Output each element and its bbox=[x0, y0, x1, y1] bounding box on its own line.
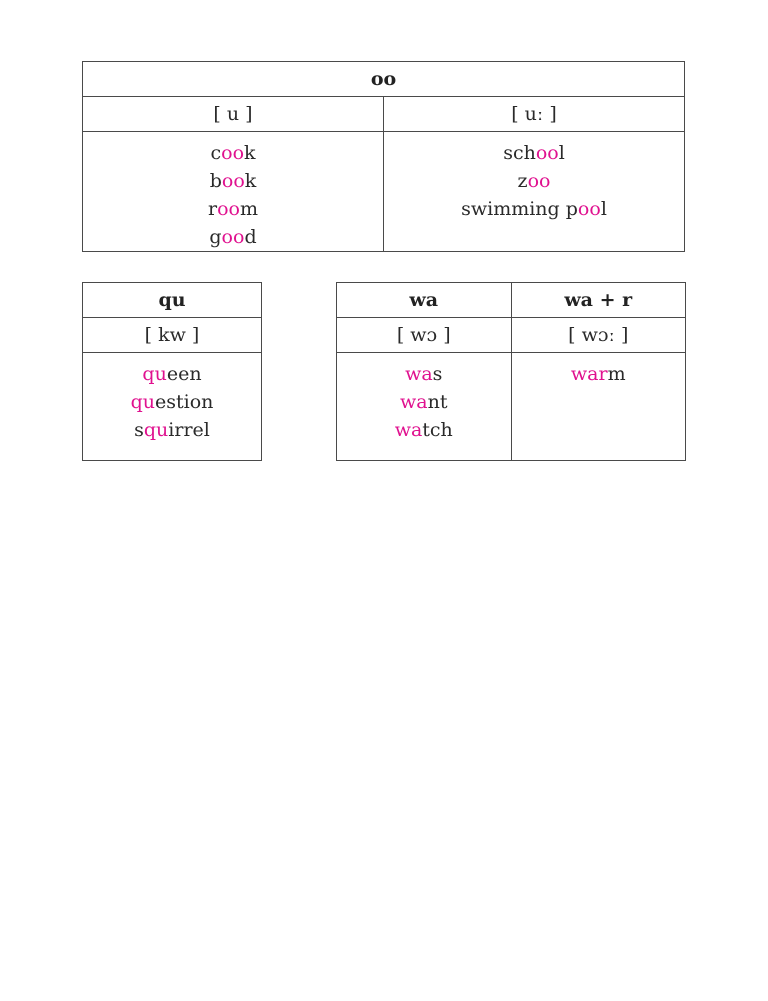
plain-letters: r bbox=[207, 198, 218, 220]
word bbox=[384, 139, 684, 167]
highlighted-letters: qu bbox=[143, 419, 169, 441]
plain-letters: m bbox=[607, 363, 626, 385]
qu-table bbox=[82, 282, 262, 461]
oo-short-ipa: [ u ] bbox=[83, 97, 384, 132]
plain-letters: l bbox=[558, 142, 565, 164]
word bbox=[512, 360, 686, 388]
plain-letters: l bbox=[600, 198, 607, 220]
highlighted-letters: wa bbox=[394, 419, 423, 441]
plain-letters: een bbox=[166, 363, 202, 385]
plain-letters: z bbox=[517, 170, 528, 192]
word bbox=[337, 360, 511, 388]
word bbox=[384, 195, 684, 223]
highlighted-letters: wa bbox=[405, 363, 433, 385]
wa-title: wa bbox=[337, 283, 512, 318]
word bbox=[83, 223, 383, 251]
plain-letters: d bbox=[244, 226, 257, 248]
war-word-list bbox=[511, 353, 686, 461]
plain-letters: sch bbox=[503, 142, 536, 164]
word bbox=[337, 388, 511, 416]
oo-long-ipa: [ uː ] bbox=[384, 97, 685, 132]
highlighted-letters: qu bbox=[142, 363, 167, 385]
war-ipa: [ wɔː ] bbox=[511, 318, 686, 353]
wa-ipa: [ wɔ ] bbox=[337, 318, 512, 353]
word bbox=[83, 416, 261, 444]
word bbox=[337, 416, 511, 444]
oo-short-word-list bbox=[83, 132, 384, 252]
word bbox=[83, 195, 383, 223]
plain-letters: b bbox=[209, 170, 222, 192]
plain-letters: k bbox=[244, 170, 257, 192]
plain-letters: tch bbox=[422, 419, 453, 441]
highlighted-letters: qu bbox=[130, 391, 155, 413]
highlighted-letters: oo bbox=[577, 198, 601, 220]
qu-ipa: [ kw ] bbox=[83, 318, 262, 353]
highlighted-letters: oo bbox=[221, 142, 245, 164]
highlighted-letters: oo bbox=[527, 170, 551, 192]
plain-letters: nt bbox=[427, 391, 448, 413]
word bbox=[83, 139, 383, 167]
highlighted-letters: oo bbox=[535, 142, 559, 164]
plain-letters: irrel bbox=[168, 419, 210, 441]
wa-table bbox=[336, 282, 686, 461]
oo-long-word-list bbox=[384, 132, 685, 252]
plain-letters: c bbox=[210, 142, 222, 164]
plain-letters: g bbox=[209, 226, 222, 248]
qu-title: qu bbox=[83, 283, 262, 318]
word bbox=[83, 360, 261, 388]
plain-letters: k bbox=[244, 142, 256, 164]
plain-letters: estion bbox=[155, 391, 214, 413]
highlighted-letters: wa bbox=[400, 391, 428, 413]
highlighted-letters: oo bbox=[221, 170, 245, 192]
plain-letters: s bbox=[134, 419, 144, 441]
word bbox=[384, 167, 684, 195]
plain-letters: swimming p bbox=[461, 198, 578, 220]
plain-letters: s bbox=[432, 363, 443, 385]
word bbox=[83, 167, 383, 195]
war-title: wa + r bbox=[511, 283, 686, 318]
wa-word-list bbox=[337, 353, 512, 461]
highlighted-letters: oo bbox=[217, 198, 240, 220]
highlighted-letters: war bbox=[570, 363, 608, 385]
oo-table bbox=[82, 61, 685, 252]
word bbox=[83, 388, 261, 416]
highlighted-letters: oo bbox=[221, 226, 245, 248]
oo-title: oo bbox=[83, 62, 685, 97]
qu-word-list bbox=[83, 353, 262, 461]
plain-letters: m bbox=[239, 198, 258, 220]
